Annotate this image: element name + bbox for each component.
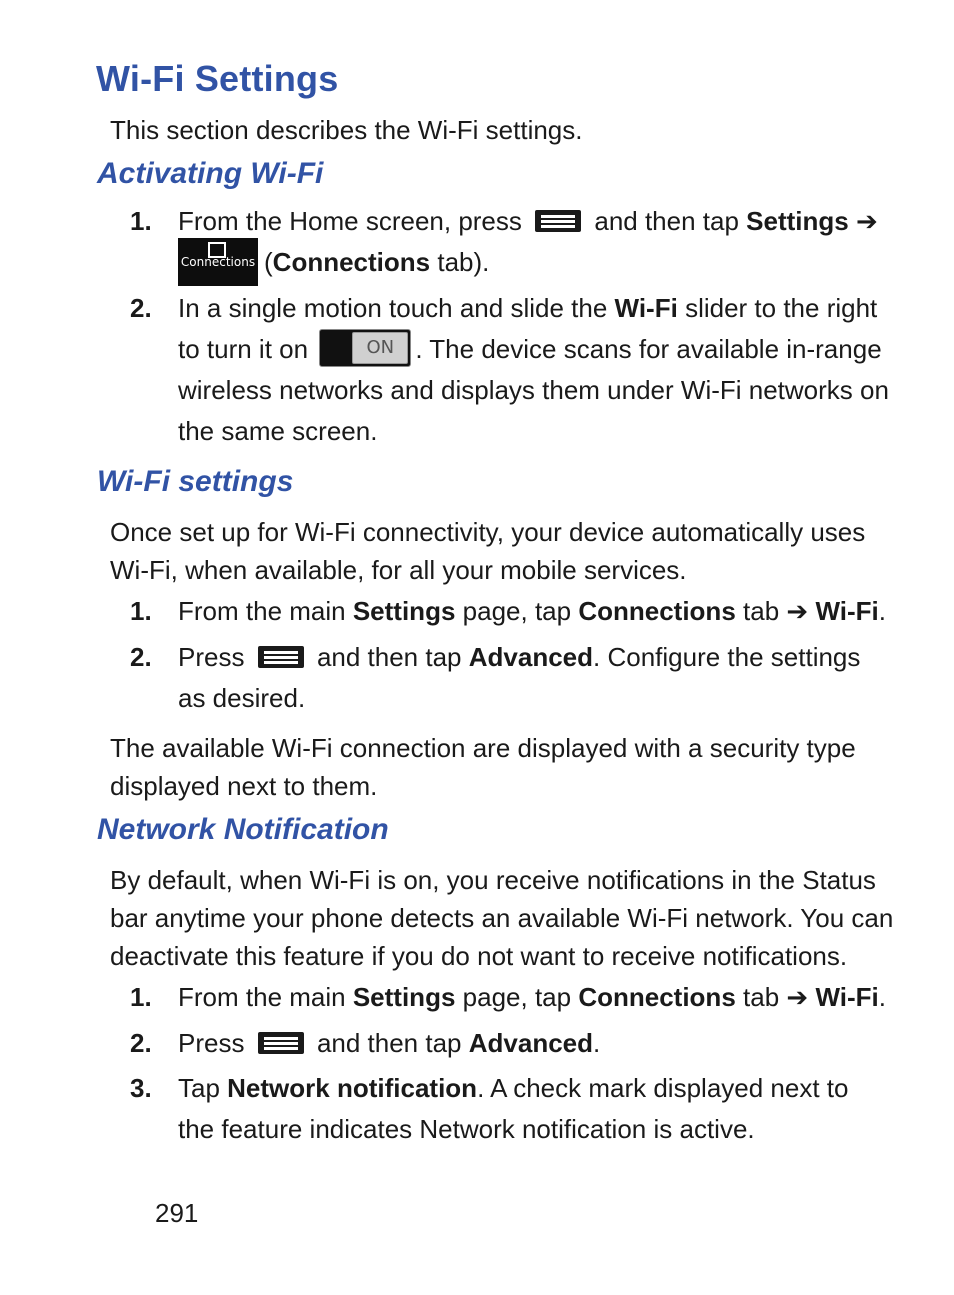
page-title: Wi-Fi Settings [96, 58, 339, 99]
menu-key-icon [258, 1032, 304, 1054]
section-heading-activating: Activating Wi-Fi [97, 157, 324, 190]
intro-text: This section describes the Wi-Fi settings. [110, 115, 583, 145]
connections-icon: Connections [178, 238, 258, 286]
step-text: From the Home screen, press and then tap Settings ➔ Connections (Connections tab). [178, 201, 890, 286]
step-number: 2. [130, 293, 152, 323]
step-text: From the main Settings page, tap Connections tab ➔ Wi-Fi. [178, 596, 886, 626]
step-number: 2. [130, 1028, 152, 1058]
step-text: In a single motion touch and slide the Wi-Fi slider to the right to turn it on ON . The device scans for available in-range wireless networks and displays them under Wi-Fi networks on the same screen. [178, 293, 889, 447]
step-number: 2. [130, 642, 152, 672]
step-text: From the main Settings page, tap Connections tab ➔ Wi-Fi. [178, 982, 886, 1012]
step-number: 1. [130, 982, 152, 1012]
menu-key-icon [535, 210, 581, 232]
section-heading-wifi-settings: Wi-Fi settings [97, 465, 294, 498]
page-number: 291 [155, 1198, 199, 1228]
security-type-paragraph: The available Wi-Fi connection are displayed with a security type displayed next to them. [110, 733, 856, 801]
menu-key-icon [258, 646, 304, 668]
arrow-icon: ➔ [786, 596, 809, 626]
network-notification-paragraph: By default, when Wi-Fi is on, you receive notifications in the Status bar anytime your phone detects an available Wi-Fi network. You can deactivate this feature if you do not want to receive notifications. [110, 865, 894, 971]
step-number: 3. [130, 1073, 152, 1103]
arrow-icon: ➔ [786, 982, 809, 1012]
step-text: Tap Network notification. A check mark displayed next to the feature indicates Network notification is active. [178, 1073, 849, 1144]
section-heading-network-notification: Network Notification [97, 813, 389, 846]
arrow-icon: ➔ [855, 206, 878, 236]
step-number: 1. [130, 596, 152, 626]
step-number: 1. [130, 206, 152, 236]
step-text: Press and then tap Advanced. Configure the settings as desired. [178, 642, 861, 713]
wifi-settings-paragraph: Once set up for Wi-Fi connectivity, your device automatically uses Wi-Fi, when available, for all your mobile services. [110, 517, 866, 585]
wifi-toggle-on-icon: ON [319, 329, 411, 367]
step-text: Press and then tap Advanced. [178, 1028, 601, 1058]
